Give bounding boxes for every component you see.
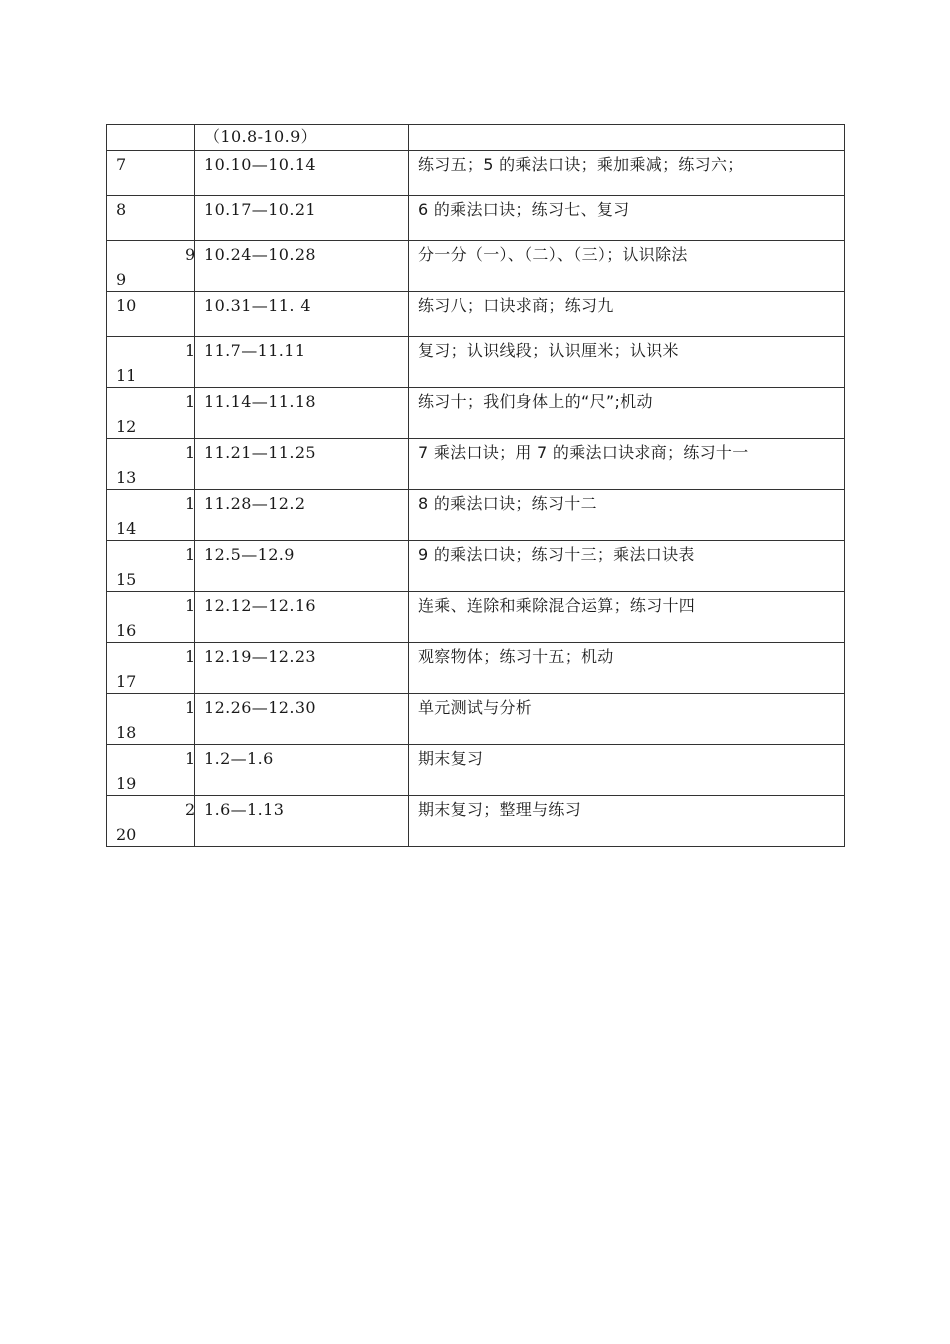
teaching-schedule-table (106, 124, 845, 847)
lesson-content: 观察物体；练习十五；机动 (418, 647, 614, 666)
week-number-fragment: 1 (185, 749, 195, 768)
lesson-content: 7 乘法口诀；用 7 的乘法口诀求商；练习十一 (418, 443, 749, 462)
week-cell (107, 241, 195, 292)
week-number: 18 (116, 723, 137, 742)
content-cell (409, 592, 845, 643)
week-cell (107, 490, 195, 541)
content-cell (409, 439, 845, 490)
content-cell (409, 125, 845, 151)
date-range: 10.24—10.28 (204, 245, 317, 264)
week-cell (107, 796, 195, 847)
lesson-content: 复习；认识线段；认识厘米；认识米 (418, 341, 679, 360)
table-row (107, 241, 845, 292)
week-cell (107, 592, 195, 643)
week-number: 7 (116, 155, 127, 174)
date-cell (195, 337, 409, 388)
content-cell (409, 337, 845, 388)
week-number: 15 (116, 570, 137, 589)
table-row (107, 439, 845, 490)
date-range: 10.31—11. 4 (204, 296, 311, 315)
week-number: 10 (116, 296, 137, 315)
lesson-content: 分一分（一）、（二）、（三）；认识除法 (418, 245, 688, 264)
date-cell (195, 439, 409, 490)
date-range: 11.14—11.18 (204, 392, 317, 411)
date-range: 11.21—11.25 (204, 443, 317, 462)
lesson-content (409, 125, 844, 129)
lesson-content: 6 的乘法口诀；练习七、复习 (418, 200, 630, 219)
date-range: （10.8-10.9） (204, 127, 318, 146)
lesson-content: 期末复习 (418, 749, 484, 768)
content-cell (409, 241, 845, 292)
week-number-fragment: 1 (185, 443, 195, 462)
date-cell (195, 241, 409, 292)
date-range: 11.7—11.11 (204, 341, 306, 360)
table-row (107, 196, 845, 241)
week-cell (107, 151, 195, 196)
table-row (107, 541, 845, 592)
table-row (107, 592, 845, 643)
week-number: 13 (116, 468, 137, 487)
table-row (107, 643, 845, 694)
week-number-fragment: 1 (185, 545, 195, 564)
table-row (107, 292, 845, 337)
date-range: 10.17—10.21 (204, 200, 317, 219)
date-cell (195, 541, 409, 592)
week-number-fragment: 1 (185, 647, 195, 666)
content-cell (409, 196, 845, 241)
date-cell (195, 125, 409, 151)
table-row (107, 694, 845, 745)
week-cell (107, 125, 195, 151)
content-cell (409, 745, 845, 796)
week-cell (107, 541, 195, 592)
week-number: 11 (116, 366, 137, 385)
week-number-fragment: 1 (185, 698, 195, 717)
week-cell (107, 694, 195, 745)
lesson-content: 练习八；口诀求商；练习九 (418, 296, 614, 315)
week-cell (107, 745, 195, 796)
content-cell (409, 388, 845, 439)
date-cell (195, 490, 409, 541)
week-cell (107, 337, 195, 388)
date-range: 12.26—12.30 (204, 698, 317, 717)
lesson-content: 8 的乘法口诀；练习十二 (418, 494, 597, 513)
week-number-fragment: 1 (185, 494, 195, 513)
week-number: 12 (116, 417, 137, 436)
week-number: 14 (116, 519, 137, 538)
content-cell (409, 490, 845, 541)
week-number: 17 (116, 672, 137, 691)
date-cell (195, 745, 409, 796)
date-range: 12.5—12.9 (204, 545, 295, 564)
date-cell (195, 292, 409, 337)
lesson-content: 9 的乘法口诀；练习十三；乘法口诀表 (418, 545, 695, 564)
week-number: 9 (116, 270, 127, 289)
date-range: 11.28—12.2 (204, 494, 306, 513)
content-cell (409, 541, 845, 592)
week-cell (107, 388, 195, 439)
week-cell (107, 292, 195, 337)
week-number: 19 (116, 774, 137, 793)
date-cell (195, 643, 409, 694)
week-number-fragment: 1 (185, 392, 195, 411)
table-row (107, 337, 845, 388)
week-number: 16 (116, 621, 137, 640)
table-row (107, 796, 845, 847)
content-cell (409, 643, 845, 694)
week-number-fragment: 1 (185, 596, 195, 615)
date-cell (195, 592, 409, 643)
week-cell (107, 643, 195, 694)
schedule-body (107, 125, 845, 847)
week-number: 8 (116, 200, 127, 219)
week-number-fragment: 9 (185, 245, 195, 264)
date-range: 1.6—1.13 (204, 800, 285, 819)
date-cell (195, 196, 409, 241)
date-cell (195, 388, 409, 439)
content-cell (409, 694, 845, 745)
week-number-fragment: 1 (185, 341, 195, 360)
week-cell (107, 439, 195, 490)
lesson-content: 单元测试与分析 (418, 698, 533, 717)
date-range: 12.19—12.23 (204, 647, 317, 666)
lesson-content: 练习十；我们身体上的“尺”;机动 (418, 392, 653, 411)
date-range: 1.2—1.6 (204, 749, 274, 768)
table-row (107, 745, 845, 796)
lesson-content: 连乘、连除和乘除混合运算；练习十四 (418, 596, 696, 615)
content-cell (409, 292, 845, 337)
table-row (107, 388, 845, 439)
table-row (107, 125, 845, 151)
date-range: 10.10—10.14 (204, 155, 317, 174)
lesson-content: 练习五；5 的乘法口诀；乘加乘减；练习六； (418, 155, 744, 174)
table-row (107, 490, 845, 541)
date-cell (195, 694, 409, 745)
content-cell (409, 796, 845, 847)
date-range: 12.12—12.16 (204, 596, 317, 615)
date-cell (195, 796, 409, 847)
week-number: 20 (116, 825, 137, 844)
content-cell (409, 151, 845, 196)
table-row (107, 151, 845, 196)
date-cell (195, 151, 409, 196)
week-number-fragment: 2 (185, 800, 195, 819)
week-cell (107, 196, 195, 241)
lesson-content: 期末复习；整理与练习 (418, 800, 582, 819)
